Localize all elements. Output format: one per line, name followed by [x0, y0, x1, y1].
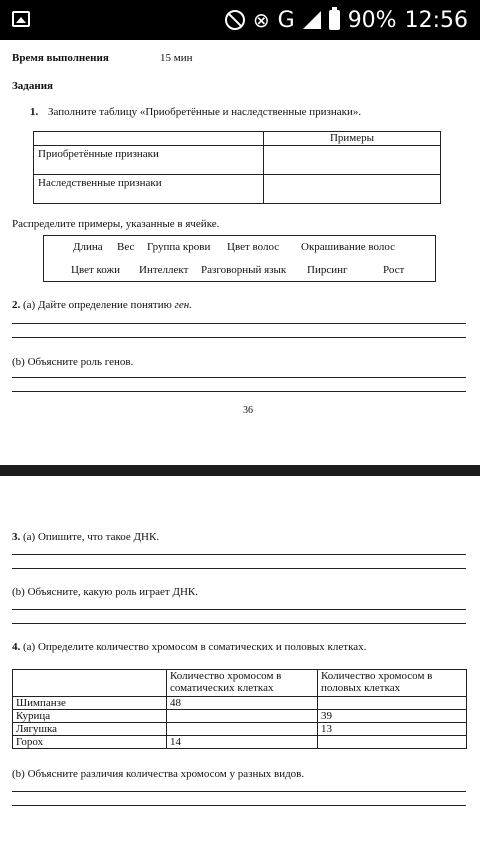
do-not-disturb-icon — [225, 10, 245, 30]
q3a-text: (a) Опишите, что такое ДНК. — [23, 531, 160, 543]
q3-number: 3. — [12, 531, 21, 543]
answer-line[interactable] — [12, 609, 466, 610]
chromosome-table-corner — [13, 670, 167, 697]
answer-line[interactable] — [12, 791, 466, 792]
q2a — [12, 299, 192, 311]
answer-line[interactable] — [12, 554, 466, 555]
answer-line[interactable] — [12, 568, 466, 569]
document-page-1 — [0, 40, 480, 465]
network-type: G — [277, 7, 295, 33]
chromosome-table-species: Курица — [13, 710, 167, 723]
answer-line[interactable] — [12, 805, 466, 806]
q2a-term: ген. — [174, 299, 192, 311]
chromosome-table-species: Шимпанзе — [13, 697, 167, 710]
example-item: Цвет кожи — [71, 264, 121, 276]
q1-text: Заполните таблицу «Приобретённые и наследственные признаки». — [48, 106, 362, 118]
q2-number: 2. — [12, 299, 21, 311]
traits-table-row-acquired: Приобретённые признаки — [34, 146, 264, 175]
example-item: Цвет волос — [227, 241, 280, 253]
signal-icon — [303, 11, 321, 29]
example-item: Интеллект — [139, 264, 189, 276]
q4b-text: (b) Объясните различия количества хромосом у разных видов. — [12, 768, 305, 780]
document-page-2 — [0, 476, 480, 854]
answer-line[interactable] — [12, 337, 466, 338]
chromosome-table-header-sex: Количество хромосом в половых клетках — [318, 670, 467, 697]
example-item: Разговорный язык — [201, 264, 287, 276]
chromosome-table-cell[interactable] — [167, 723, 318, 736]
clock: 12:56 — [404, 7, 468, 33]
chromosome-table-cell[interactable] — [318, 736, 467, 749]
page-number: 36 — [243, 405, 253, 416]
chromosome-table-cell[interactable] — [167, 710, 318, 723]
chromosome-table-species: Лягушка — [13, 723, 167, 736]
battery-percent: 90% — [347, 7, 397, 33]
answer-line[interactable] — [12, 391, 466, 392]
tasks-heading: Задания — [12, 80, 53, 92]
q1-number: 1. — [30, 106, 39, 118]
traits-table-cell-acquired[interactable] — [264, 146, 441, 175]
example-item: Рост — [383, 264, 405, 276]
traits-table-cell-hereditary[interactable] — [264, 175, 441, 204]
battery-icon — [329, 10, 340, 30]
chromosome-table-species: Горох — [13, 736, 167, 749]
status-bar — [0, 0, 480, 40]
distribute-text: Распределите примеры, указанные в ячейке. — [12, 218, 220, 230]
time-label: Время выполнения — [12, 52, 109, 64]
answer-line[interactable] — [12, 377, 466, 378]
chromosome-table-header-somatic: Количество хромосом в соматических клетках — [167, 670, 318, 697]
q3a — [12, 531, 159, 543]
chromosome-table-cell[interactable]: 48 — [167, 697, 318, 710]
chromosome-table-cell[interactable]: 39 — [318, 710, 467, 723]
chromosome-table — [12, 669, 467, 749]
q4a — [12, 641, 366, 653]
answer-line[interactable] — [12, 323, 466, 324]
traits-table-header: Примеры — [264, 132, 441, 146]
example-item: Вес — [117, 241, 135, 253]
example-item: Окрашивание волос — [301, 241, 395, 253]
example-item: Пирсинг — [307, 264, 348, 276]
q4-number: 4. — [12, 641, 21, 653]
example-item: Длина — [73, 241, 103, 253]
q2a-text: (a) Дайте определение понятию — [23, 299, 172, 311]
chromosome-table-cell[interactable]: 14 — [167, 736, 318, 749]
chromosome-table-cell[interactable] — [318, 697, 467, 710]
traits-table — [33, 131, 441, 204]
q2b-text: (b) Объясните роль генов. — [12, 356, 134, 368]
traits-table-row-hereditary: Наследственные признаки — [34, 175, 264, 204]
chromosome-table-cell[interactable]: 13 — [318, 723, 467, 736]
hotspot-icon: ⊗ — [252, 8, 270, 32]
q3b-text: (b) Объясните, какую роль играет ДНК. — [12, 586, 199, 598]
answer-line[interactable] — [12, 623, 466, 624]
examples-box — [43, 235, 436, 282]
time-value: 15 мин — [160, 52, 193, 64]
traits-table-corner — [34, 132, 264, 146]
page-divider — [0, 465, 480, 476]
example-item: Группа крови — [147, 241, 211, 253]
image-icon — [12, 11, 30, 27]
q4a-text: (a) Определите количество хромосом в соматических и половых клетках. — [23, 641, 367, 653]
